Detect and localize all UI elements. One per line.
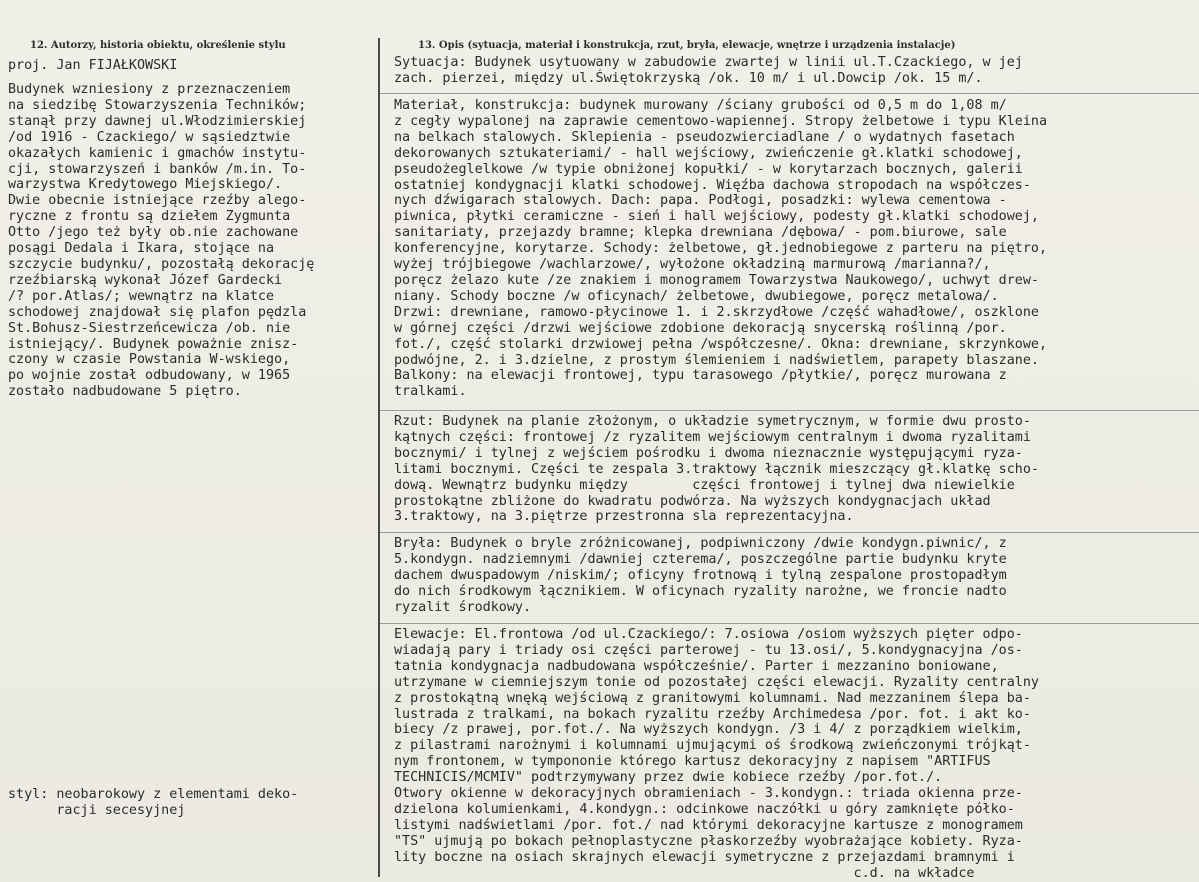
section-elewacje: Elewacje: El.frontowa /od ul.Czackiego/: 7.osiowa /osiom wyższych pięter odpo- wiadają pary i triady osi części parterowej - tu 13.osi/, 5.kondygnacyjna /os- tatnia kondygnacja nadbudowana współcześnie/. Parter i mezzanino boniowane, utrzymane w ciemniejszym tonie od pozostałej części elewacji. Ryzality centralny z prostokątną wnęką wejściową z granitowymi kolumnami. Nad mezzaninem ślepa ba- lustrada z tralkami, na bokach ryzalitu rzeźby Archimedesa /por. fot. i akt ko- biecy /z prawej, por.fot./. Na wyższych kondygn. /3 i 4/ z porządkiem wielkim, z pilastrami narożnymi i kolumnami ujmującymi oś środkową zwieńczonymi trójkąt- nym frontonem, w tympononie którego kartusz dekoracyjny z napisem "ARTIFUS TECHNICIS/MCMIV" podtrzymywany przez dwie kobiece rzeźby /por.fot./. Otwory okienne w dekoracyjnych obramieniach - 3.kondygn.: triada okienna prze- dzielona kolumienkami, 4.kondygn.: odcinkowe naczółki u góry zamknięte półko- listymi nadświetlami /por. fot./ nad którymi dekoracyjne kartusze z monogramem "TS" ujmują po bokach pełnoplastyczne płaskorzeźby wyobrażające kobiety. Ryza- lity boczne na osiach skrajnych elewacji symetryczne z przejazdami bramnymi i c.d. na wkładce [394, 627, 1039, 881]
section-divider [380, 623, 1199, 624]
section-bryla: Bryła: Budynek o bryle zróżnicowanej, podpiwniczony /dwie kondygn.piwnic/, z 5.kondygn. nadziemnymi /dawniej czterema/, poszczególne partie budynku kryte dachem dwuspadowym /niskim/; oficyny frotnową i tylną zespalone prostopadłym do nich środkowym łącznikiem. W oficynach ryzality narożne, we froncie nadto ryzalit środkowy. [394, 536, 1007, 615]
style-text: styl: neobarokowy z elementami deko- racji secesyjnej [8, 787, 299, 818]
section-divider [380, 410, 1199, 411]
section-divider [380, 93, 1199, 94]
section-material-konstrukcja: Materiał, konstrukcja: budynek murowany /ściany grubości od 0,5 m do 1,08 m/ z cegły wypalonej na zaprawie cementowo-wapiennej. Stropy żelbetowe i typu Kleina na belkach stalowych. Sklepienia - pseudozwierciadlane / o wydatnych fasetach dekorowanych sztukateriami/ - hall wejściowy, zwieńczenie gł.klatki schodowej, pseudożeglelkowe /w typie obniżonej kopułki/ - w korytarzach bocznych, galerii ostatniej kondygnacji klatki schodowej. Więźba dachowa stropodach na współczes- nych dźwigarach stalowych. Dach: papa. Podłogi, posadzki: wylewa cementowa - piwnica, płytki ceramiczne - sień i hall wejściowy, podesty gł.klatki schodowej, sanitariaty, przejazdy bramne; klepka drewniana /dębowa/ - pom.biurowe, sale konferencyjne, korytarze. Schody: żelbetowe, gł.jednobiegowe z parteru na piętro, wyżej trójbiegowe /wachlarzowe/, wyłożone okładziną marmurową /marianna?/, poręcz żelazo kute /ze znakiem i monogramem Towarzystwa Naukowego/, uchwyt drew- niany. Schody boczne /w oficynach/ żelbetowe, dwubiegowe, poręcz metalowa/. Drzwi: drewniane, ramowo-płycinowe 1. i 2.skrzydłowe /część wahadłowe/, oszklone w górnej części /drzwi wejściowe zdobione dekoracją snycerską roślinną /por. fot./, część stolarki drzwiowej pełna /współczesne/. Okna: drewniane, skrzynkowe, podwójne, 2. i 3.dzielne, z prostym ślemieniem i nadświetlem, parapety blaszane. Balkony: na elewacji frontowej, typu tarasowego /płytkie/, poręcz murowana z tralkami. [394, 98, 1048, 400]
section-divider [380, 532, 1199, 533]
right-column-header: 13. Opis (sytuacja, materiał i konstrukcja, rzut, bryła, elewacje, wnętrze i urządzenia instalacje) [418, 40, 956, 51]
section-rzut: Rzut: Budynek na planie złożonym, o układzie symetrycznym, w formie dwu prosto- kątnych części: frontowej /z ryzalitem wejściowym centralnym i dwoma ryzalitami bocznymi/ i tylnej z wejściem pośrodku i dwoma nieznacznie występującymi ryza- litami bocznymi. Części te zespala 3.traktowy łącznik mieszczący gł.klatkę scho- dową. Wewnątrz budynku między części frontowej i tylnej dwa niewielkie prostokątne zbliżone do kwadratu podwórza. Na wyższych kondygnacjach układ 3.traktowy, na 3.piętrze przestronna sla reprezentacyjna. [394, 414, 1039, 525]
left-column-header: 12. Autorzy, historia obiektu, określenie stylu [30, 40, 286, 51]
history-text: Budynek wzniesiony z przeznaczeniem na siedzibę Stowarzyszenia Techników; stanął przy dawnej ul.Włodzimierskiej /od 1916 - Czackiego/ w sąsiedztwie okazałych kamienic i gmachów instytu- cji, stowarzyszeń i banków /m.in. To- warzystwa Kredytowego Miejskiego/. Dwie obecnie istniejące rzeźby alego- ryczne z frontu są dziełem Zygmunta Otto /jego też były ob.nie zachowane posągi Dedala i Ikara, stojące na szczycie budynku/, pozostałą dekorację rzeźbiarską wykonał Józef Gardecki /? por.Atlas/; wewnątrz na klatce schodowej znajdował się plafon pędzla St.Bohusz-Siestrzeńcewicza /ob. nie istniejący/. Budynek poważnie znisz- czony w czasie Powstania W-wskiego, po wojnie został odbudowany, w 1965 zostało nadbudowane 5 piętro. [8, 82, 315, 400]
section-situacja: Sytuacja: Budynek usytuowany w zabudowie zwartej w linii ul.T.Czackiego, w jej zach. pierzei, między ul.Świętokrzyską /ok. 10 m/ i ul.Dowcip /ok. 15 m/. [394, 55, 1023, 86]
architect-line: proj. Jan FIJAŁKOWSKI [8, 58, 178, 73]
